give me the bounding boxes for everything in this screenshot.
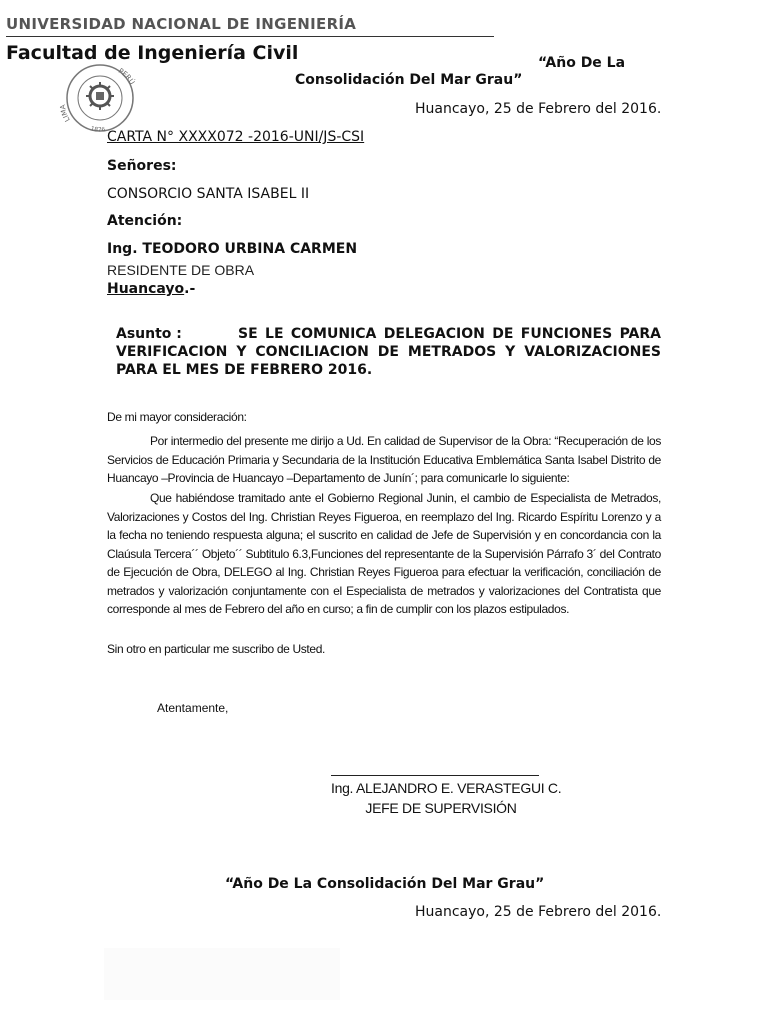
city-line [107,281,195,297]
faculty-name: Facultad de Ingeniería Civil [6,42,299,64]
signature-line [331,775,539,776]
faded-scan-area [104,948,340,1000]
university-name: UNIVERSIDAD NACIONAL DE INGENIERÍA [6,15,357,33]
footer-date-line: Huancayo, 25 de Febrero del 2016. [415,904,662,920]
year-motto-line1: “Año De La [538,55,626,71]
letter-reference: CARTA N° XXXX072 -2016-UNI/JS-CSI [107,129,365,145]
attention-prefix: Ing. [107,241,143,257]
seal-text-right: PERÚ [116,66,137,87]
date-line: Huancayo, 25 de Febrero del 2016. [415,101,662,117]
body-paragraph-2: Que habiéndose tramitado ante el Gobierno Regional Junin, el cambio de Especialista de Metrados, Valorizaciones y Costos del Ing. Christian Reyes Figueroa, en reemplazo del Ing. Ricardo Espíritu Lorenzo y a la fecha no teniendo respuesta alguna; el suscrito en calidad de Jefe de Supervisión y en concordancia con la Claúsula Tercera´´ Objeto´´ Subtitulo 6.3,Funciones del representante de la Supervisión Párrafo 3´ del Contrato de Ejecución de Obra, DELEGO al Ing. Christian Reyes Figueroa para efectuar la verificación, conciliación de metrados y valorización conjuntamente con el Especialista de metrados y valorizaciones del Contratista que corresponde al mes de Febrero del año en curso; a fin de cumplir con los plazos estipulados. [107,491,661,616]
seal-year: 1876 [89,125,106,132]
attention-line [107,241,357,257]
closing-line: Sin otro en particular me suscribo de Usted. [107,642,326,656]
body-paragraph-1: Por intermedio del presente me dirijo a Ud. En calidad de Supervisor de la Obra: “Recuperación de los Servicios de Educación Primaria y Secundaria de la Institución Educativa Emblemática Santa Isabel Distrito de Huancayo –Provincia de Huancayo –Departamento de Junín´; para comunicarle lo siguiente: [107,434,661,485]
attention-label: Atención: [107,213,183,229]
greeting: De mi mayor consideración: [107,410,247,424]
seal-text-left: LIMA [58,103,72,124]
city-suffix: .- [184,281,196,297]
subject-text: SE LE COMUNICA DELEGACION DE FUNCIONES PARA VERIFICACION Y CONCILIACION DE METRADOS Y VALORIZACIONES PARA EL MES DE FEBRERO 2016. [116,326,661,378]
footer-year-motto: “Año De La Consolidación Del Mar Grau” [225,876,545,892]
attention-role: RESIDENTE DE OBRA [107,262,255,278]
recipient-company: CONSORCIO SANTA ISABEL II [107,186,310,202]
header-rule [6,36,494,37]
attention-name: TEODORO URBINA CARMEN [142,241,358,257]
valediction: Atentamente, [157,701,229,715]
university-seal-icon [58,64,142,132]
signer-role: JEFE DE SUPERVISIÓN [365,800,517,816]
salutation: Señores: [107,158,177,174]
city: Huancayo [107,281,185,297]
subject-label: Asunto : [116,326,182,342]
subject [116,325,661,379]
year-motto-line2: Consolidación Del Mar Grau” [295,72,523,88]
signer-name: Ing. ALEJANDRO E. VERASTEGUI C. [331,780,562,796]
